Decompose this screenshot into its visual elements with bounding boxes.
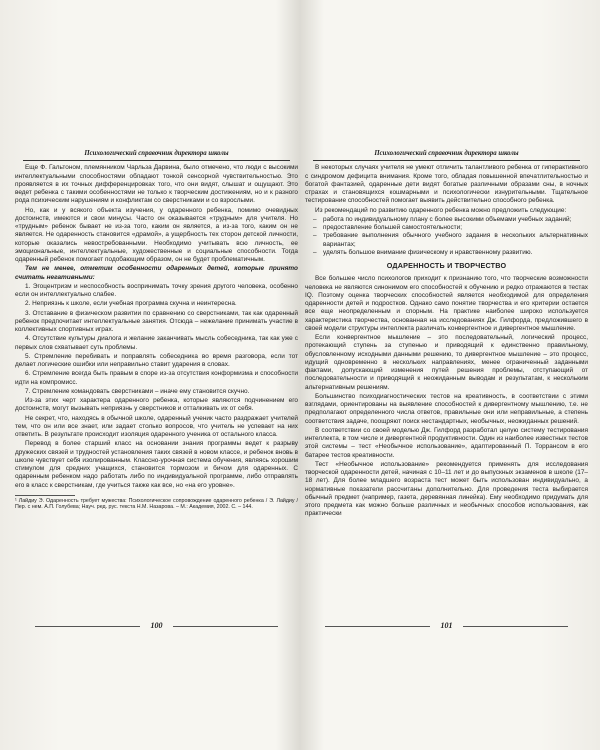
header-rule [23, 160, 290, 161]
paragraph: Большинство психодиагностических тестов на креативность, в соответствии с этими взглядами, ориентированы на выявление способностей к дивергентному мышлению, т.е. не предполагают определенного числа ответов, правильные они или неправильные, а степень соответствия задаче, поощряют поиск нестандартных, необычных, неожиданных решений. [305, 392, 588, 425]
header-rule [313, 160, 580, 161]
paragraph: Еще Ф. Гальтоном, племянником Чарльза Дарвина, было отмечено, что люди с высокими интеллектуальными способностями обладают тонкой сенсорной чувствительностью. Это проявляется в их точных дифференцировках того, что они видят, слышат и ощущают. Это ведет ребенка с такими особенностями не только к творческим достижениям, но и к разного рода психическим нарушениям и конфликтам со сверстниками и со взрослыми. [15, 164, 298, 205]
paragraph: 5. Стремление перебивать и поправлять собеседника во время разговора, если тот делает логические ошибки или неправильно ставит ударения в словах. [15, 352, 298, 368]
paragraph: 2. Неприязнь к школе, если учебная программа скучна и неинтересна. [25, 300, 237, 308]
paragraph: 7. Стремление командовать сверстниками – иначе ему становится скучно. [25, 387, 250, 395]
paragraph: Не секрет, что, находясь в обычной школе, одаренный ученик часто раздражает учителей тем, что он или все знает, или задает столько вопросов, что учитель не успевает на них ответить. В результате происходит изоляция одаренного ученика от остального класса. [15, 414, 298, 438]
left-page [15, 150, 298, 630]
page-number: 101 [440, 620, 453, 630]
paragraph: Тест «Необычное использование» рекомендуется применять для исследования творческой одаренности детей, начиная с 10–11 лет и до выпускных экзаменов в школе (17–18 лет). Для более младшего возраста тест может быть использован индивидуально, а нормативные показатели рассчитаны дополнительно. Для проведения теста выбирается обычный предмет (например, газета, деревянная линейка). Ему необходимо придумать для этого предмета как можно больше различных и необычных способов использования, как практически [305, 460, 588, 518]
running-header: Психологический справочник директора школы [374, 150, 519, 157]
paragraph: 4. Отсутствие культуры диалога и желание заканчивать мысль собеседника, так как уже с первых слов схватывает суть проблемы. [15, 335, 298, 351]
section-title: ОДАРЕННОСТЬ И ТВОРЧЕСТВО [386, 261, 507, 270]
paragraph: Но, как и у всякого объекта изучения, у одаренного ребенка, помимо очевидных достоинств, имеются и свои минусы. Часто он оказывается «трудным» для учителя. Но «трудным» ребенок бывает не из-за того, каким он является, а из-за того, каким он не является. Не одаренность становится «драмой», а ущербность тех сторон детской личности, которые оказались невостребованными. Необходимо учитывать всю личность, ее эмоциональные, интеллектуальные, художественные и социальные способности. Тогда одаренный ребенок помогает подобающим образом, он не будет проблематичным. [15, 206, 298, 263]
page-number: 100 [150, 620, 163, 630]
list-item: – предоставление большей самостоятельности; [305, 224, 588, 232]
paragraph: 6. Стремление всегда быть правым в споре из-за отсутствия конформизма и способности идти на компромисс. [15, 370, 298, 386]
paragraph: Из-за этих черт характера одаренного ребенка, которые являются подчинением его достоинств, могут вызывать неприязнь у сверстников и отталкивать их от себя. [15, 397, 298, 413]
list-item: – требование выполнения обычного учебного задания в нескольких альтернативных вариантах; [305, 232, 588, 249]
paragraph: Из рекомендаций по развитию одаренного ребенка можно предложить следующие: [315, 206, 567, 214]
paragraph: Тем не менее, отметим особенности одаренных детей, которые принято считать негативными: [15, 265, 298, 281]
paragraph: Все большее число психологов приходит к признанию того, что творческие возможности человека не являются синонимом его способностей к обучению и редко отражаются в тестах IQ. Поэтому оценка творческих способностей является необходимой для определения одаренности детей и подростков. Однако само понятие творчества и его критерии остается все еще неопределенным и спорным. На практике наиболее широко используется характеристика творчества, основанная на исследованиях Дж. Гилфорда, предложившего в своей модели структуры интеллекта различать конвергентное и дивергентное мышление. [305, 275, 588, 332]
running-header: Психологический справочник директора школы [84, 150, 229, 157]
paragraph: 3. Отставание в физическом развитии по сравнению со сверстниками, так как одаренный ребенок предпочитает интеллектуальные занятия. Отсюда – нежелание принимать участие в коллективных спортивных играх. [15, 309, 298, 333]
footnote-rule [15, 495, 75, 496]
paragraph: Если конвергентное мышление – это последовательный, логический процесс, протекающий ступень за ступенью и приводящий к единственно правильному, обусловленному исходными данными решению, то дивергентное мышление – это процесс, идущий одновременно в нескольких направлениях, менее ограниченный заданными фактами, допускающий изменения путей решения проблемы, отступающий от последовательности и приводящий к неожиданным выводам и результатам, к нескольким альтернативным решениям. [305, 334, 588, 391]
list-item: – уделять большое внимание физическому и нравственному развитию. [305, 249, 588, 257]
footnote: ¹ Лайдиу Э. Одаренность требует мужества: Психологическое сопровождение одаренного ребенка / Э. Лайдиу / Пер. с нем. А.П. Голубева; Науч. ред. рус. текста Н.М. Назарова. – М.: Академия, 2002. С. – 144. [15, 497, 298, 511]
paragraph: 1. Эгоцентризм и неспособность воспринимать точку зрения другого человека, особенно если он интеллектуально слабее. [15, 282, 298, 298]
list-item: – работа по индивидуальному плану с более высокими объемами учебных заданий; [305, 216, 588, 224]
paragraph: Перевод в более старший класс на основании знания программы ведет к разрыву дружеских связей и трудностей установления таких связей в новом классе, и ребенок вновь в школе чувствует себя изолированным. Классно-урочная система обучения, являясь хорошим стимулом для средних учащихся, становится тормозом и бичом для одаренных. С одаренным ребенком надо работать либо по индивидуальной программе, либо отправлять его в класс к сверстникам, где учиться также как все, но «на его уровне». [15, 440, 298, 489]
right-page [305, 150, 588, 630]
paragraph: В соответствии со своей моделью Дж. Гилфорд разработал целую систему тестирования интеллекта, в том числе и дивергентной продуктивности. Один из наиболее известных тестов этой системы – тест «Необычное использование», адаптированный П. Торрансом в его батарее тестов креативности. [305, 426, 588, 459]
paragraph: В некоторых случаях учителя не умеют отличить талантливого ребенка от гиперактивного с синдромом дефицита внимания. Кроме того, обладая повышенной впечатлительностью и богатой фантазией, одаренные дети видят богатые различными образами сны, в ночных страхах и становящихся кошмарными и психологически изнурительными. Тщательное тестирование способностей помогает выявить действительно способного ребенка. [305, 164, 588, 205]
